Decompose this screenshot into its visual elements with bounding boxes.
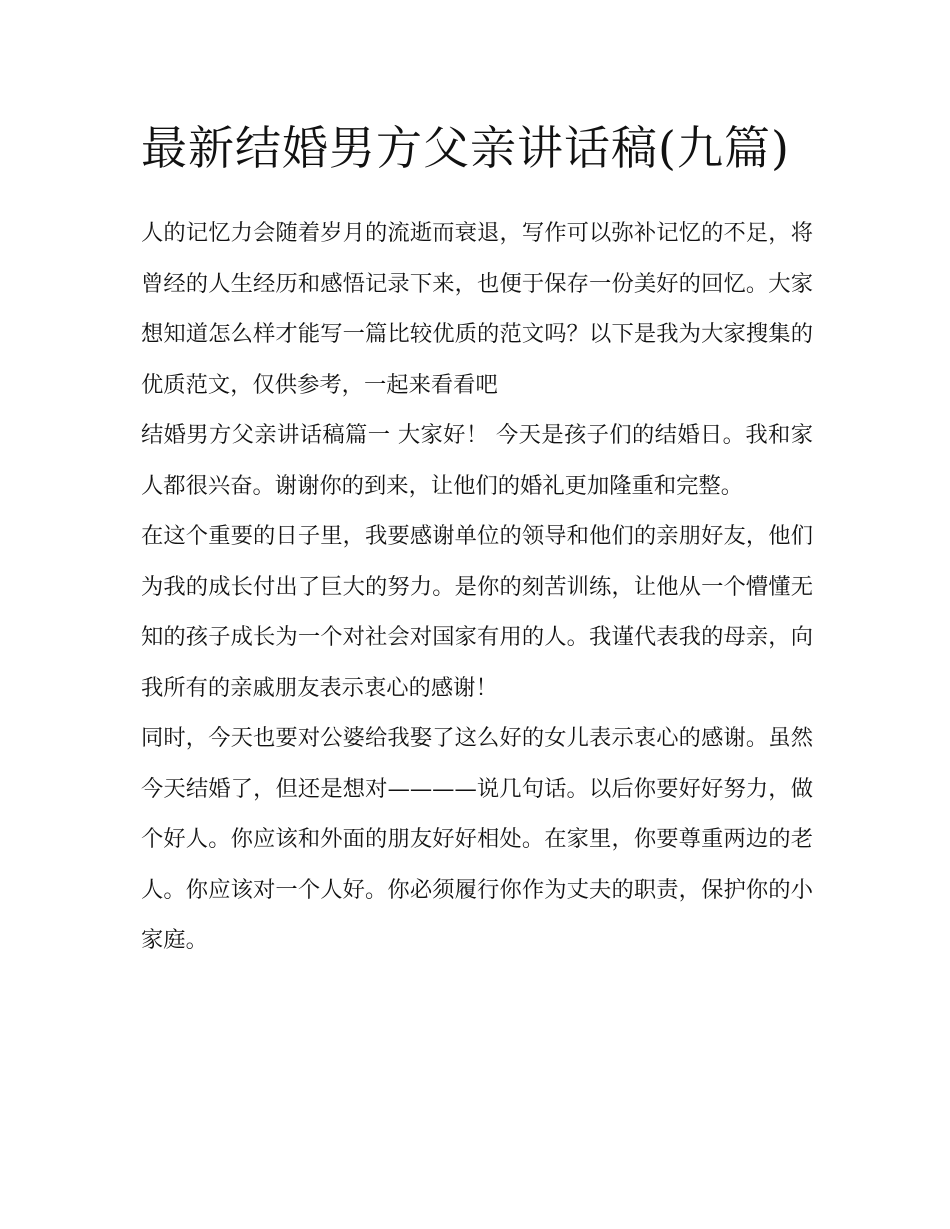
paragraph-intro: 人的记忆力会随着岁月的流逝而衰退，写作可以弥补记忆的不足，将曾经的人生经历和感悟记录下来，也便于保存一份美好的回忆。大家想知道怎么样才能写一篇比较优质的范文吗？以下是我为大家搜集的优质范文，仅供参考，一起来看看吧 [141, 220, 813, 398]
document-title: 最新结婚男方父亲讲话稿(九篇) [141, 121, 790, 175]
paragraph-thanks: 在这个重要的日子里，我要感谢单位的领导和他们的亲朋好友，他们为我的成长付出了巨大的努力。是你的刻苦训练，让他从一个懵懂无知的孩子成长为一个对社会对国家有用的人。我谨代表我的母亲，向我所有的亲戚朋友表示衷心的感谢！ [141, 523, 813, 701]
document-body [141, 208, 813, 966]
document-content [141, 110, 813, 966]
paragraph-greeting: 结婚男方父亲讲话稿篇一 大家好！ 今天是孩子们的结婚日。我和家人都很兴奋。谢谢你的到来，让他们的婚礼更加隆重和完整。 [141, 422, 813, 499]
paragraph-advice: 同时，今天也要对公婆给我娶了这么好的女儿表示衷心的感谢。虽然今天结婚了，但还是想对————说几句话。以后你要好好努力，做个好人。你应该和外面的朋友好好相处。在家里，你要尊重两边的老人。你应该对一个人好。你必须履行你作为丈夫的职责，保护你的小家庭。 [141, 725, 813, 953]
